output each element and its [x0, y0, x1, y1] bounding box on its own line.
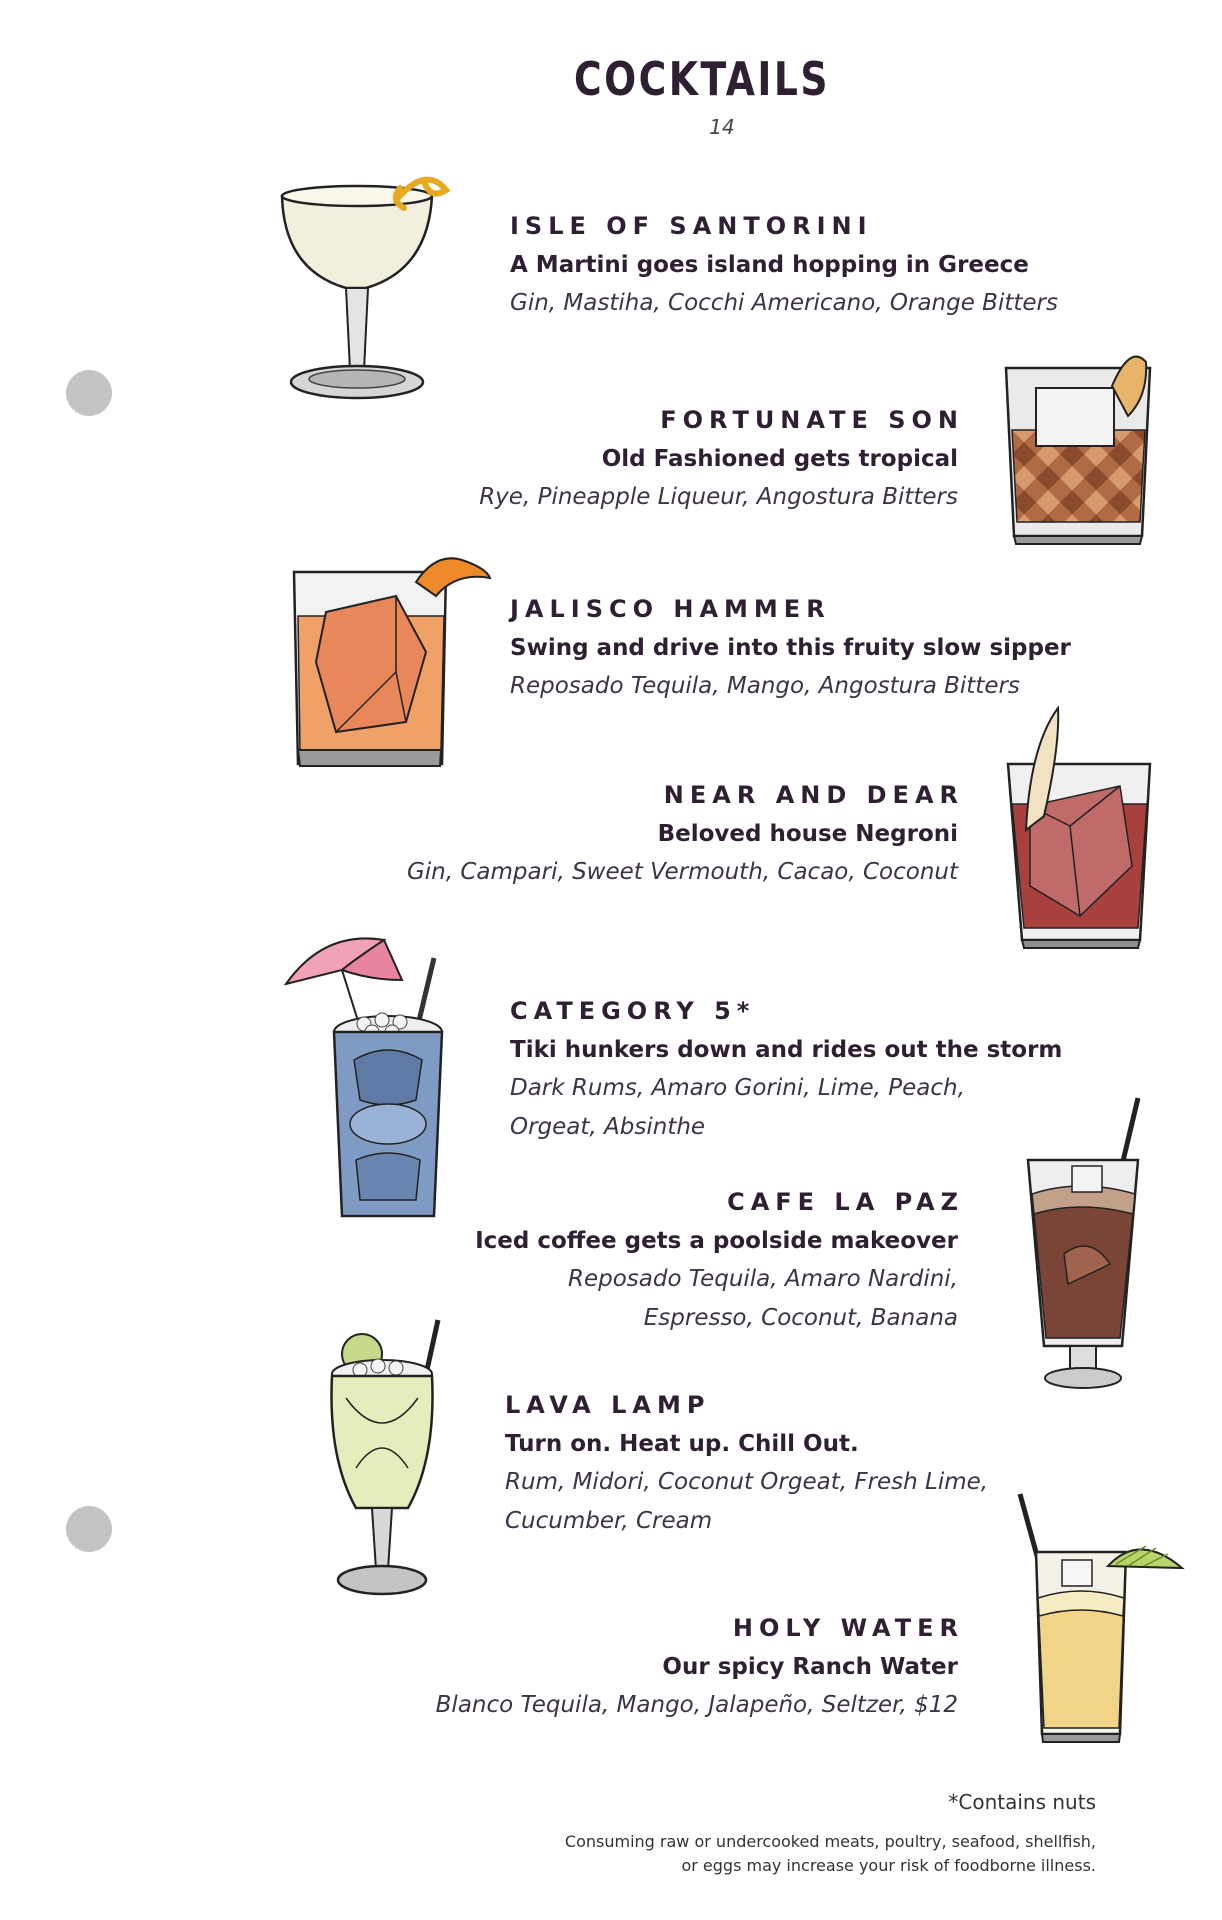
iced-coffee-glass-icon: [1020, 1094, 1154, 1396]
item-ingredients: Reposado Tequila, Mango, Angostura Bitters: [510, 673, 1020, 699]
disclaimer-line: or eggs may increase your risk of foodborne illness.: [681, 1856, 1096, 1875]
item-ingredients: Gin, Campari, Sweet Vermouth, Cacao, Coconut: [406, 859, 958, 885]
coupe-glass-icon: [276, 170, 466, 410]
item-tagline: Old Fashioned gets tropical: [601, 446, 958, 472]
menu-item: [510, 589, 1071, 706]
menu-item: [479, 400, 964, 517]
item-name: FORTUNATE SON: [660, 406, 964, 434]
disclaimer-line: Consuming raw or undercooked meats, poultry, seafood, shellfish,: [564, 1832, 1096, 1851]
item-ingredients: Reposado Tequila, Amaro Nardini,: [568, 1266, 958, 1292]
page-title: COCKTAILS: [573, 52, 831, 106]
rocks-glass-orange-icon: [286, 552, 496, 777]
menu-item: [505, 1385, 988, 1541]
item-name: CAFE LA PAZ: [727, 1188, 964, 1216]
item-tagline: A Martini goes island hopping in Greece: [510, 252, 1029, 278]
item-tagline: Swing and drive into this fruity slow sipper: [510, 635, 1071, 661]
item-name: HOLY WATER: [732, 1614, 964, 1642]
item-name: CATEGORY 5*: [510, 997, 756, 1025]
item-ingredients: Rye, Pineapple Liqueur, Angostura Bitters: [479, 484, 958, 510]
item-tagline: Iced coffee gets a poolside makeover: [475, 1228, 958, 1254]
item-ingredients: Orgeat, Absinthe: [510, 1114, 706, 1140]
item-tagline: Turn on. Heat up. Chill Out.: [505, 1431, 859, 1457]
item-ingredients: Rum, Midori, Coconut Orgeat, Fresh Lime,: [505, 1469, 989, 1495]
menu-item: [435, 1608, 964, 1725]
tiki-mug-icon: [284, 910, 454, 1228]
punch-hole-bottom: [66, 1506, 112, 1552]
highball-glass-icon: [1016, 1490, 1186, 1748]
menu-item: [510, 206, 1058, 323]
item-ingredients: Gin, Mastiha, Cocchi Americano, Orange Bitters: [510, 290, 1058, 316]
item-ingredients: Dark Rums, Amaro Gorini, Lime, Peach,: [510, 1075, 965, 1101]
item-ingredients: Blanco Tequila, Mango, Jalapeño, Seltzer, $12: [435, 1692, 958, 1718]
price: 14: [709, 115, 735, 139]
item-name: ISLE OF SANTORINI: [510, 212, 873, 240]
menu-item: [510, 991, 1062, 1147]
negroni-glass-icon: [1000, 706, 1160, 952]
item-name: JALISCO HAMMER: [510, 595, 831, 623]
item-ingredients: Espresso, Coconut, Banana: [643, 1305, 958, 1331]
health-disclaimer: [565, 1830, 1096, 1878]
item-tagline: Tiki hunkers down and rides out the storm: [510, 1037, 1063, 1063]
hurricane-glass-icon: [326, 1318, 446, 1606]
menu-item: [406, 775, 964, 892]
menu-item: [475, 1182, 964, 1338]
item-ingredients: Cucumber, Cream: [505, 1508, 713, 1534]
item-tagline: Our spicy Ranch Water: [662, 1654, 958, 1680]
rocks-glass-icon: [1000, 346, 1160, 546]
item-tagline: Beloved house Negroni: [657, 821, 958, 847]
item-name: NEAR AND DEAR: [663, 781, 964, 809]
footnote-contains-nuts: *Contains nuts: [948, 1790, 1096, 1814]
punch-hole-top: [66, 370, 112, 416]
item-name: LAVA LAMP: [505, 1391, 711, 1419]
